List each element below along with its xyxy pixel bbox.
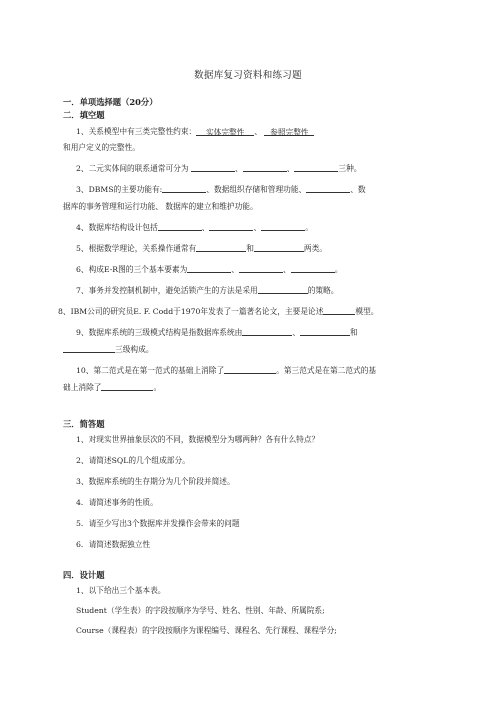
document-title: 数据库复习资料和练习题 bbox=[194, 70, 302, 81]
fill-question-3-cont: 据库的事务管理和运行功能、 数据库的建立和维护功能。 bbox=[63, 202, 258, 211]
answer-blank bbox=[291, 264, 335, 273]
short-question: 2、请简述SQL的几个组成部分。 bbox=[76, 456, 190, 465]
section-heading-short-answer: 三．简答题 bbox=[63, 419, 105, 429]
fill-question-7: 7、事务并发控制机制中，避免活锁产生的方法是采用 的策略。 bbox=[76, 286, 339, 295]
answer-blank bbox=[306, 184, 350, 193]
answer-blank bbox=[196, 243, 246, 252]
short-question: 3、数据库系统的生存期分为几个阶段并简述。 bbox=[76, 477, 235, 486]
answer-blank: 参照完整性 bbox=[264, 127, 314, 136]
section-heading-design: 四．设计题 bbox=[63, 570, 105, 580]
answer-blank bbox=[187, 264, 231, 273]
fill-question-1-cont: 和用户定义的完整性。 bbox=[63, 143, 140, 152]
fill-question-1: 1、关系模型中有三类完整性约束： 实体完整性 、 参照完整性 bbox=[76, 126, 448, 137]
fill-question-5: 5、根据数学理论，关系操作通常有 和 两类。 bbox=[76, 244, 327, 253]
answer-blank bbox=[191, 163, 235, 172]
short-question: 5．请至少写出3个数据库并发操作会带来的问题 bbox=[76, 519, 240, 528]
fill-question-10: 10、第二范式是在第一范式的基础上消除了 。第三范式是在第二范式的基 bbox=[76, 366, 377, 375]
fill-question-10-cont: 础上消除了 。 bbox=[63, 383, 162, 392]
design-question-intro: 1、以下给出三个基本表。 bbox=[76, 586, 166, 595]
answer-blank bbox=[209, 222, 253, 231]
fill-question-4: 4、数据库结构设计包括 、 、 。 bbox=[76, 223, 313, 232]
fill-question-6: 6、构成E-R图的三个基本要素为 、 、 。 bbox=[76, 265, 343, 274]
short-question: 1、对现实世界抽象层次的不同，数据模型分为哪两种？各有什么特点？ bbox=[76, 435, 320, 444]
design-table-course: Course（课程表）的字段按顺序为课程编号、课程名、先行课程、课程学分; bbox=[76, 626, 337, 635]
answer-blank: 实体完整性 bbox=[196, 127, 254, 136]
design-table-student: Student（学生表）的字段按顺序为学号、姓名、性别、年龄、所属院系; bbox=[76, 606, 325, 615]
answer-blank bbox=[258, 285, 308, 294]
answer-blank bbox=[224, 365, 276, 374]
section-heading-fill: 二．填空题 bbox=[63, 110, 105, 120]
answer-blank bbox=[300, 327, 350, 336]
answer-blank bbox=[162, 184, 206, 193]
fill-question-9: 9、数据库系统的三级模式结构是指数据库系统由 、 和 bbox=[76, 328, 358, 337]
fill-question-8: 8、IBM公司的研究员E. F. Codd于1970年发表了一篇著名论文，主要是论述 模型。 bbox=[58, 307, 379, 316]
answer-blank bbox=[242, 327, 292, 336]
section-heading-choice: 一．单项选择题（20分） bbox=[63, 97, 158, 107]
answer-blank bbox=[239, 264, 283, 273]
short-question: 4．请简述事务的性质。 bbox=[76, 498, 158, 507]
answer-blank bbox=[158, 222, 202, 231]
answer-blank bbox=[243, 163, 287, 172]
answer-blank bbox=[294, 163, 338, 172]
answer-blank bbox=[261, 222, 305, 231]
fill-question-2: 2、二元实体间的联系通常可分为 、 、 三种。 bbox=[76, 164, 362, 173]
short-question: 6．请简述数据独立性 bbox=[76, 540, 151, 549]
fill-question-3: 3、DBMS的主要功能有: 、数据组织存储和管理功能、 、数 bbox=[76, 185, 366, 194]
answer-blank bbox=[101, 382, 153, 391]
answer-blank bbox=[323, 306, 355, 315]
fill-question-9-cont: 三级构成。 bbox=[63, 344, 435, 355]
answer-blank bbox=[63, 344, 115, 353]
answer-blank bbox=[254, 243, 304, 252]
